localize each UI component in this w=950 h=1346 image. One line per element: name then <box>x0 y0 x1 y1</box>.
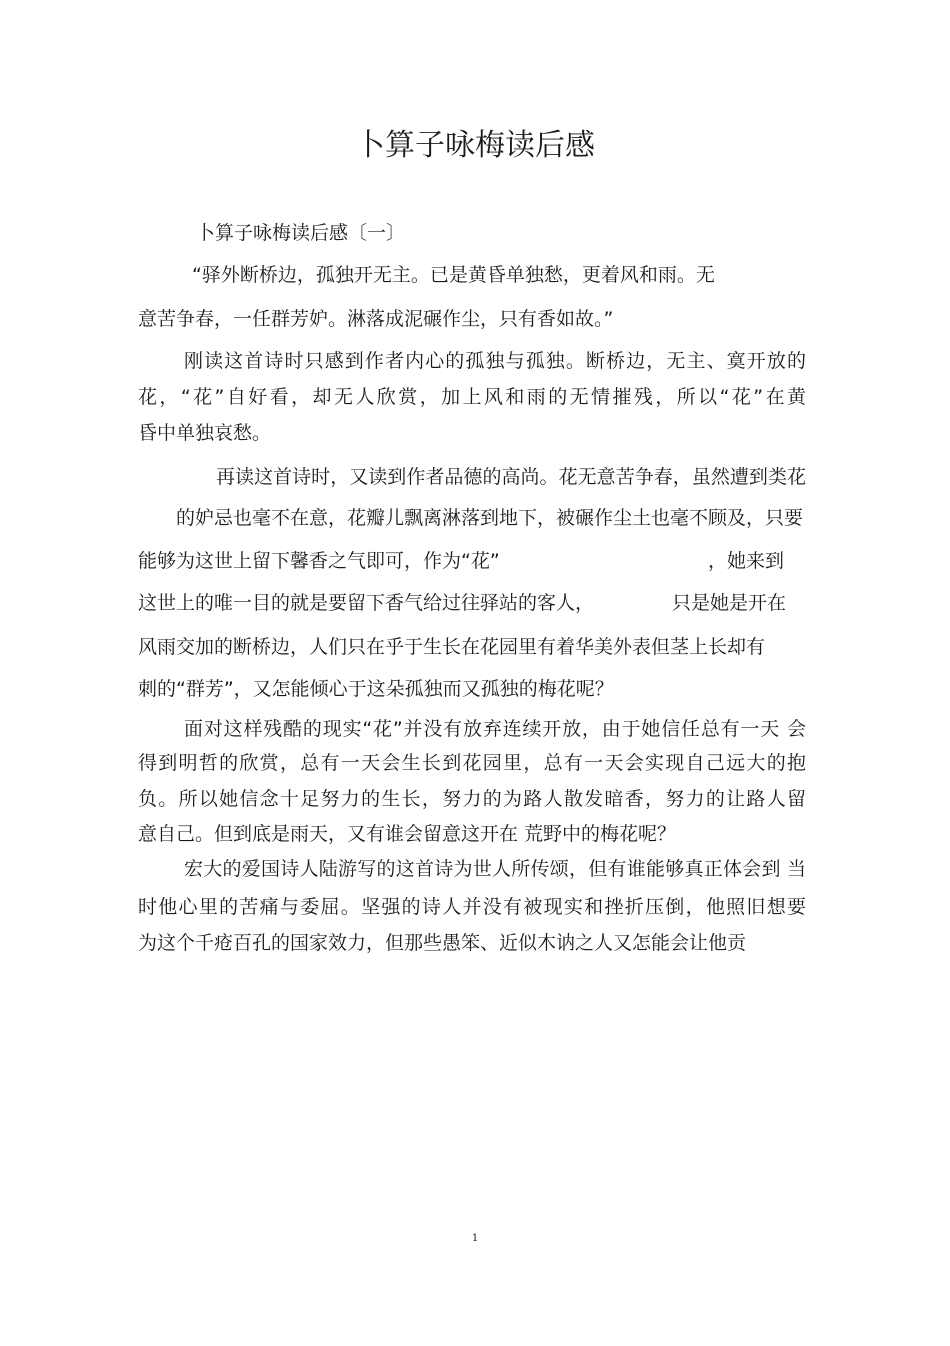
paragraph-line: 这世上的唯一目的就是要留下香气给过往驿站的客人， <box>138 592 595 614</box>
paragraph-line: 刺的“群芳”，又怎能倾心于这朵孤独而又孤独的梅花呢？ <box>138 678 614 700</box>
paragraph-line: 再读这首诗时，又读到作者品德的高尚。花无意苦争春，虽然遭到类花 <box>216 466 806 488</box>
section-heading: 卜算子咏梅读后感〔一〕 <box>196 222 406 244</box>
paragraph-line: 得到明哲的欣赏，总有一天会生长到花园里，总有一天会实现自己远大的抱 <box>138 752 806 774</box>
paragraph-line: 的妒忌也毫不在意，花瓣儿飘离淋落到地下，被碾作尘土也毫不顾及，只要 <box>176 507 804 529</box>
poem-line: “驿外断桥边，孤独开无主。已是黄昏单独愁，更着风和雨。无 <box>192 264 715 286</box>
page-number: 1 <box>471 1233 479 1244</box>
paragraph-line: 面对这样残酷的现实“花”并没有放弃连续开放，由于她信任总有一天 会 <box>184 718 806 740</box>
paragraph-line: 负。所以她信念十足努力的生长，努力的为路人散发暗香，努力的让路人留 <box>138 788 806 810</box>
paragraph-line: 刚读这首诗时只感到作者内心的孤独与孤独。断桥边，无主、寞开放的 <box>184 350 806 372</box>
poem-line: 意苦争春，一任群芳妒。淋落成泥碾作尘，只有香如故。” <box>138 308 614 330</box>
paragraph-line: 宏大的爱国诗人陆游写的这首诗为世人所传颂，但有谁能够真正体会到 当 <box>184 858 806 880</box>
paragraph-line: 风雨交加的断桥边，人们只在乎于生长在花园里有着华美外表但茎上长却有 <box>138 636 766 658</box>
paragraph-line: 昏中单独哀愁。 <box>138 422 272 444</box>
paragraph-line: 时他心里的苦痛与委屈。坚强的诗人并没有被现实和挫折压倒，他照旧想要 <box>138 896 806 918</box>
paragraph-line: 意自己。但到底是雨天，又有谁会留意这开在 荒野中的梅花呢？ <box>138 823 677 845</box>
paragraph-line: ，她来到 <box>708 550 785 572</box>
paragraph-line: 为这个千疮百孔的国家效力，但那些愚笨、近似木讷之人又怎能会让他贡 <box>138 932 747 954</box>
paragraph-line: 花，“花”自好看，却无人欣赏，加上风和雨的无情摧残，所以“花”在黄 <box>138 386 806 408</box>
paragraph-line: 能够为这世上留下馨香之气即可，作为“花” <box>138 550 500 572</box>
page-title: 卜算子咏梅读后感 <box>355 128 595 163</box>
paragraph-line: 只是她是开在 <box>672 592 787 614</box>
